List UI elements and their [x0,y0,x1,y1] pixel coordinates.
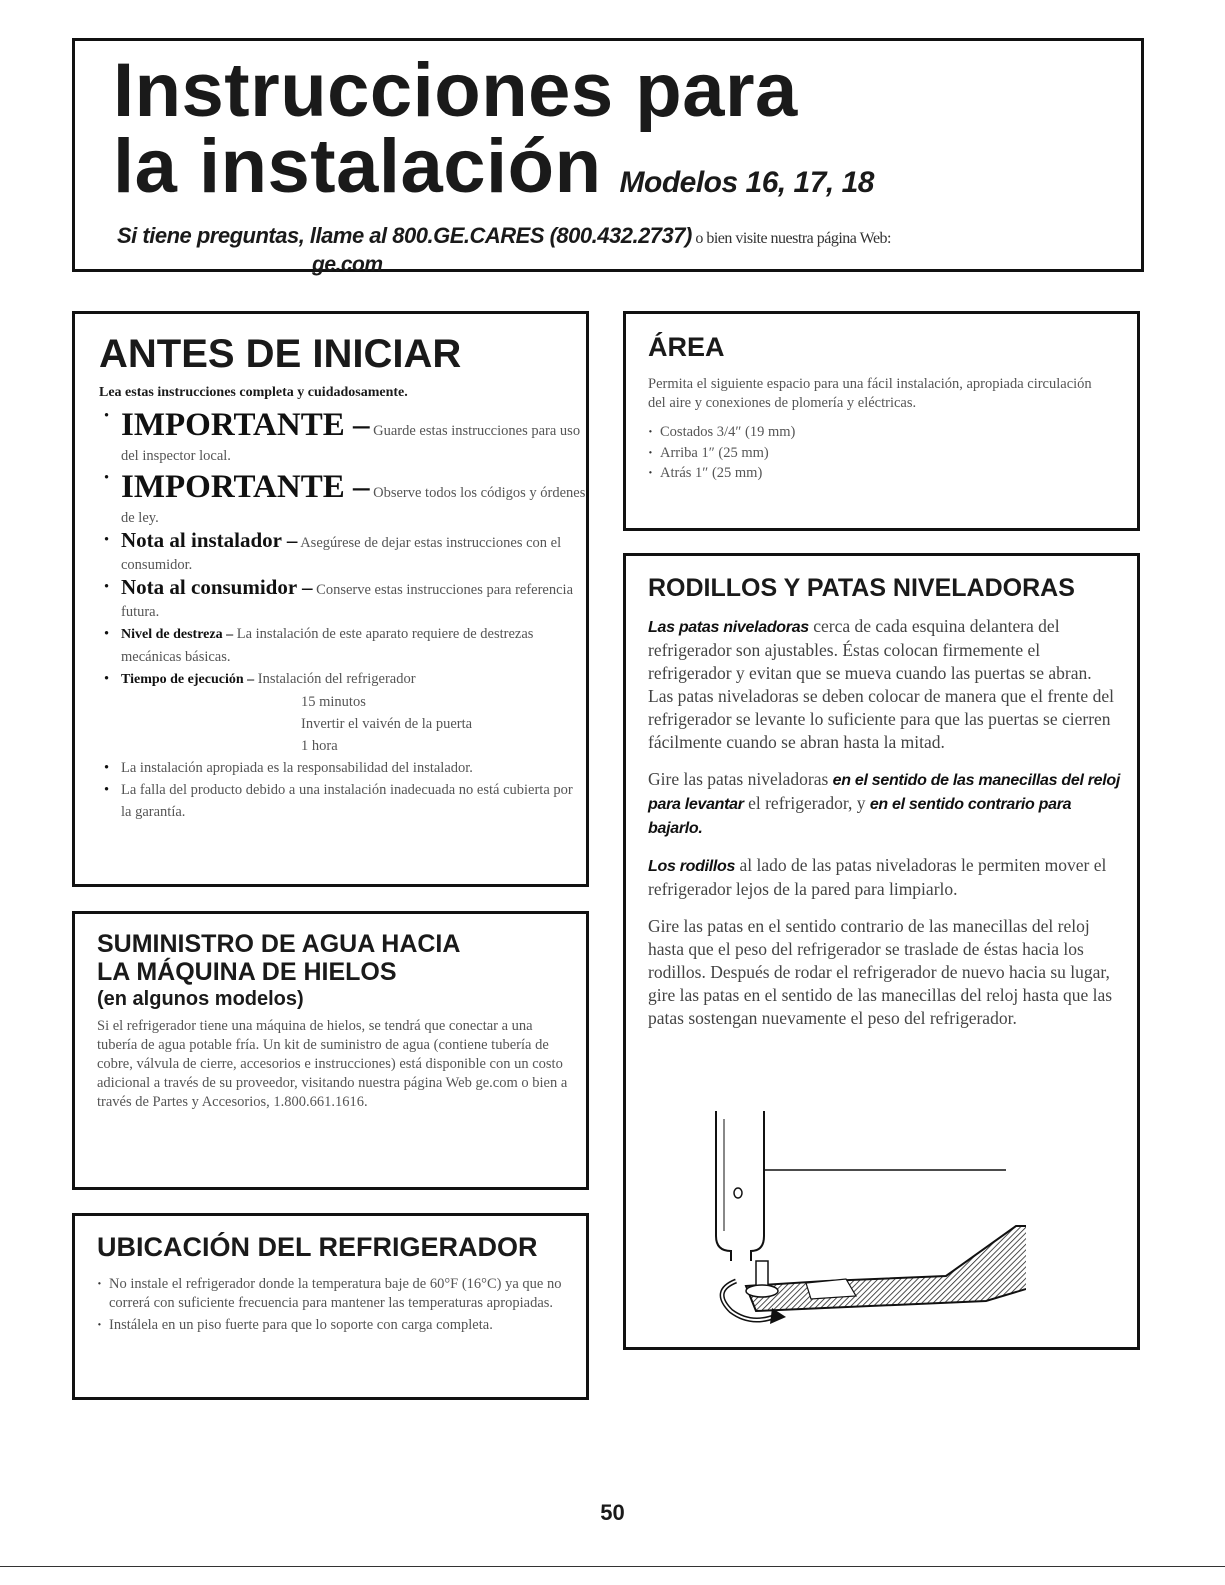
suministro-title-1: SUMINISTRO DE AGUA HACIA [97,930,461,958]
body-text: cerca de cada esquina delantera del refrigerador son ajustables. Éstas colocan firmemente el refrigerador y evitan que se mueva cuando las puertas se abran. Las patas niveladoras se deben colocar de manera que el frente del refrigerador se levante lo suficiente para que las puertas se cierren fácilmente cuando se abran hasta la mitad. [648,616,1114,752]
antes-title: ANTES DE INICIAR [99,332,462,376]
item-label: Tiempo de ejecución – [121,672,255,687]
item-text: Guarde estas instrucciones para uso del inspector local. [121,423,581,464]
title-line-2 [113,123,874,227]
leveling-leg-illustration [706,1111,1026,1331]
item-text: La instalación de este aparato requiere de destrezas mecánicas básicas. [121,626,534,665]
item-text: Observe todos los códigos y órdenes de ley. [121,485,586,526]
list-item: · Arriba 1″ (25 mm) [648,444,1137,463]
contact-line [117,223,891,249]
rodillos-title: RODILLOS Y PATAS NIVELADORAS [648,574,1075,602]
list-item [99,757,586,779]
item-label: Nota al consumidor – [121,575,313,599]
list-item: · Instálela en un piso fuerte para que lo soporte con carga completa. [97,1316,586,1335]
header-box [72,38,1144,276]
body-text: Gire las patas niveladoras [648,769,833,789]
emphasis-text: en el sentido de las manecillas del reloj para levantar [648,772,1121,813]
title-line-1: Instrucciones para [113,48,798,133]
item-text: Asegúrese de dejar estas instrucciones con el consumidor. [121,535,562,573]
item-label: IMPORTANTE – [121,407,370,443]
suministro-title-2: LA MÁQUINA DE HIELOS [97,958,397,986]
list-item: · Atrás 1″ (25 mm) [648,464,1137,483]
list-item [99,576,586,623]
antes-lead: Lea estas instrucciones completa y cuidadosamente. [99,385,408,400]
item-label: IMPORTANTE – [121,469,370,505]
item-label: Nota al instalador – [121,528,298,552]
ubicacion-list [97,1275,586,1335]
ubicacion-title: UBICACIÓN DEL REFRIGERADOR [97,1232,538,1262]
time-door: 1 hora [301,738,338,754]
area-title: ÁREA [648,332,725,362]
list-item [99,623,586,668]
list-item: · Costados 3/4″ (19 mm) [648,423,1137,442]
antes-section [72,311,589,887]
rodillos-p4: Gire las patas en el sentido contrario de las manecillas del reloj hasta que el peso del refrigerador se traslade de éstas hacia los rodillos. Después de rodar el refrigerador de nuevo hacia su lugar, gire las patas en el sentido de las manecillas del reloj hasta que las patas sostengan nuevamente el peso del refrigerador. [648,916,1113,1028]
emphasis-text: Las patas niveladoras [648,619,809,636]
contact-phone: Si tiene preguntas, llame al 800.GE.CARES (800.432.2737) [117,223,692,248]
list-item [99,779,586,823]
emphasis-text: Los rodillos [648,858,736,875]
website-link[interactable]: ge.com [312,253,383,276]
list-item [99,467,586,529]
list-item: · No instale el refrigerador donde la temperatura baje de 60°F (16°C) ya que no correrá con suficiente frecuencia para mantener las temperaturas apropiadas. [97,1275,586,1312]
time-install: 15 minutos [301,694,366,710]
emphasis-text: en el sentido contrario para bajarlo. [648,796,1072,837]
item-text: La instalación apropiada es la responsabilidad del instalador. [121,760,473,776]
rodillos-p3 [648,854,1137,901]
area-list [648,423,1137,483]
item-label: Nivel de destreza – [121,627,234,642]
area-body: Permita el siguiente espacio para una fácil instalación, apropiada circulación del aire y conexiones de plomería y eléctricas. [648,376,1092,411]
suministro-subtitle: (en algunos modelos) [97,988,304,1010]
list-item [99,529,586,576]
title-line-2-text: la instalación [113,124,602,209]
page-number: 50 [600,1500,625,1525]
list-item [99,405,586,467]
body-text: el refrigerador, y [743,793,870,813]
ubicacion-section [72,1213,589,1400]
rodillos-p1 [648,615,1137,754]
suministro-section [72,911,589,1190]
antes-list [99,405,586,823]
area-section [623,311,1140,531]
contact-web-text: o bien visite nuestra página Web: [691,230,891,247]
item-text: La falla del producto debido a una instalación inadecuada no está cubierta por la garantía. [121,782,573,820]
bottom-divider [0,1566,1225,1567]
body-text: al lado de las patas niveladoras le permiten mover el refrigerador lejos de la pared para limpiarlo. [648,855,1107,899]
list-item [99,668,586,757]
models-label: Modelos 16, 17, 18 [619,166,874,199]
item-text: Instalación del refrigerador [254,671,416,687]
item-text: Conserve estas instrucciones para referencia futura. [121,582,574,620]
rodillos-section [623,553,1140,1350]
door-swing-label: Invertir el vaivén de la puerta [301,716,473,732]
suministro-body: Si el refrigerador tiene una máquina de hielos, se tendrá que conectar a una tubería de agua potable fría. Un kit de suministro de agua (contiene tubería de cobre, válvula de cierre, accesorios e instrucciones) está disponible con un costo adicional a través de su proveedor, visitando nuestra página Web ge.com o bien a través de Partes y Accesorios, 1.800.661.1616. [97,1018,568,1110]
rodillos-p2 [648,768,1137,840]
